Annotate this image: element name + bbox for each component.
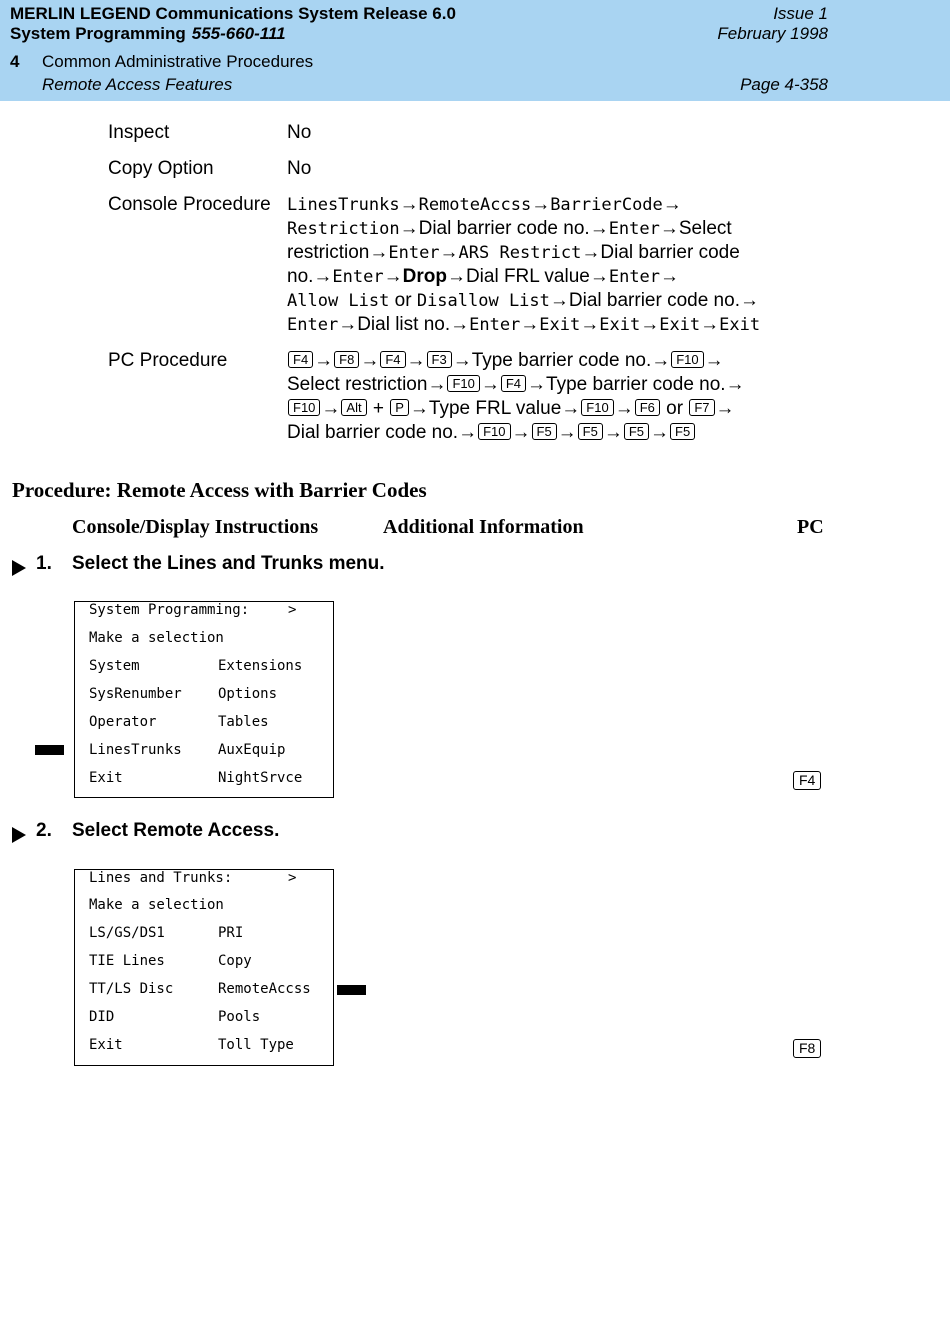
key-icon: P (390, 399, 409, 416)
key-icon: F8 (334, 351, 359, 368)
console-item: Dial FRL value (465, 266, 590, 287)
column-header-info: Additional Information (383, 516, 584, 538)
console-item: Enter (287, 315, 339, 335)
key-icon: F5 (670, 423, 695, 440)
copy-option-label: Copy Option (108, 158, 214, 179)
screen-title: Lines and Trunks: (89, 870, 233, 886)
key-icon: F3 (427, 351, 452, 368)
screen-more-arrow: > (288, 870, 297, 886)
inspect-value: No (287, 122, 312, 143)
key-icon: F10 (447, 375, 479, 392)
screen-option: Copy (218, 953, 252, 969)
key-icon: F6 (635, 399, 660, 416)
pc-line-2: Select restriction→ F10 → F4 →Type barrier code no.→ (287, 374, 745, 395)
console-item: Enter (388, 243, 440, 263)
console-item: Dial list no. (357, 314, 451, 335)
screen-option: Toll Type (218, 1037, 294, 1053)
step-2-text: Select Remote Access. (72, 820, 280, 841)
key-icon: F10 (581, 399, 613, 416)
console-item: Restriction (287, 219, 400, 239)
pc-item: Type barrier code no. (471, 350, 652, 371)
subsection-title: Remote Access Features (42, 75, 233, 94)
console-item: Drop (402, 266, 447, 287)
step-2-number: 2. (36, 820, 52, 841)
console-item: Exit (659, 315, 701, 335)
step-1-number: 1. (36, 553, 52, 574)
console-line-1: LinesTrunks→RemoteAccss→BarrierCode→ (287, 194, 682, 215)
page-number: Page 4-358 (740, 75, 828, 94)
screen-option: TT/LS Disc (89, 981, 174, 997)
screen-option: Options (218, 686, 278, 702)
pc-procedure-label: PC Procedure (108, 350, 228, 371)
screen-prompt: Make a selection (89, 630, 224, 646)
step-arrow-icon (12, 827, 26, 843)
pc-item: or (666, 398, 684, 419)
screen-option: LS/GS/DS1 (89, 925, 165, 941)
pc-item: + (372, 398, 384, 419)
pc-item: Select restriction (287, 374, 428, 395)
chapter-number: 4 (10, 52, 20, 71)
column-header-pc: PC (797, 516, 824, 538)
step-1-display-screen (74, 601, 334, 798)
doc-subtitle-text: System Programming (10, 24, 186, 43)
console-item: Enter (469, 315, 521, 335)
console-item: LinesTrunks (287, 195, 400, 215)
screen-option: PRI (218, 925, 244, 941)
doc-title: MERLIN LEGEND Communications System Release 6.0 (10, 4, 456, 23)
console-item: Allow List (287, 291, 390, 311)
doc-subtitle (10, 24, 286, 44)
pc-line-4: Dial barrier code no.→ F10 → F5 → F5 → F5 → F5 (287, 421, 696, 445)
key-icon: F7 (689, 399, 714, 416)
console-item: Exit (539, 315, 581, 335)
console-item: Dial barrier code no. (568, 290, 740, 311)
step-1-pc-key: F4 (793, 771, 821, 790)
key-icon: F10 (288, 399, 320, 416)
selection-marker-icon (337, 985, 366, 995)
doc-number: 555-660-111 (191, 24, 286, 43)
key-icon: F5 (624, 423, 649, 440)
console-line-5: Allow List or Disallow List→Dial barrier code no.→ (287, 290, 759, 311)
console-procedure-label: Console Procedure (108, 194, 271, 215)
screen-option: DID (89, 1009, 115, 1025)
console-line-2: Restriction→Dial barrier code no.→Enter→Select (287, 218, 732, 239)
console-item: Enter (608, 267, 661, 287)
console-item: Exit (599, 315, 641, 335)
key-icon: F4 (380, 351, 405, 368)
screen-option: Pools (218, 1009, 261, 1025)
console-line-6: Enter→Dial list no.→Enter→Exit→Exit→Exit→Exit (287, 314, 761, 335)
screen-option: Tables (218, 714, 269, 730)
date: February 1998 (717, 24, 828, 43)
console-item: Enter (332, 267, 384, 287)
console-item: RemoteAccss (418, 195, 532, 215)
key-icon: F5 (578, 423, 603, 440)
inspect-label: Inspect (108, 122, 170, 143)
pc-item: Type FRL value (428, 398, 562, 419)
step-2-display-screen (74, 869, 334, 1066)
console-item: Exit (719, 315, 761, 335)
console-item: Disallow List (416, 291, 550, 311)
console-item: ARS Restrict (458, 243, 582, 263)
key-icon: Alt (341, 399, 366, 416)
pc-item: Dial barrier code no. (287, 422, 459, 443)
selection-marker-icon (35, 745, 64, 755)
console-item: Dial barrier code no. (418, 218, 590, 239)
step-1-text: Select the Lines and Trunks menu. (72, 553, 385, 574)
pc-line-1: F4 → F8 → F4 → F3 →Type barrier code no.→ F10 → (287, 349, 724, 373)
step-2-pc-key: F8 (793, 1039, 821, 1058)
key-icon: F10 (671, 351, 703, 368)
page-header (0, 0, 950, 101)
screen-option: Extensions (218, 658, 303, 674)
console-item: BarrierCode (550, 195, 663, 215)
screen-option-selected: LinesTrunks (89, 742, 182, 758)
key-icon: F4 (288, 351, 313, 368)
console-item: or (394, 290, 412, 311)
copy-option-value: No (287, 158, 312, 179)
screen-option: System (89, 658, 140, 674)
screen-title: System Programming: (89, 602, 250, 618)
console-item: no. (287, 266, 314, 287)
key-icon: F5 (532, 423, 557, 440)
console-line-3: restriction→Enter→ARS Restrict→Dial barrier code (287, 242, 740, 263)
column-header-console: Console/Display Instructions (72, 516, 319, 538)
step-arrow-icon (12, 560, 26, 576)
issue: Issue 1 (773, 4, 828, 23)
console-item: Dial barrier code (600, 242, 740, 263)
screen-option-selected: RemoteAccss (218, 981, 311, 997)
pc-line-3: F10 → Alt + P →Type FRL value→ F10 → F6 or F7 → (287, 397, 735, 421)
screen-option: SysRenumber (89, 686, 182, 702)
console-item: restriction (287, 242, 370, 263)
screen-option: Exit (89, 1037, 123, 1053)
key-icon: F10 (478, 423, 510, 440)
section-title: Common Administrative Procedures (42, 52, 314, 71)
screen-option: Operator (89, 714, 157, 730)
pc-item: Type barrier code no. (546, 374, 726, 395)
screen-prompt: Make a selection (89, 897, 224, 913)
screen-option: TIE Lines (89, 953, 165, 969)
console-item: Enter (608, 219, 660, 239)
console-item: Select (678, 218, 732, 239)
screen-option: AuxEquip (218, 742, 286, 758)
key-icon: F4 (501, 375, 526, 392)
procedure-title: Procedure: Remote Access with Barrier Codes (12, 478, 427, 502)
screen-option: NightSrvce (218, 770, 303, 786)
screen-option: Exit (89, 770, 123, 786)
console-line-4: no.→Enter→Drop→Dial FRL value→Enter→ (287, 266, 680, 287)
screen-more-arrow: > (288, 602, 297, 618)
